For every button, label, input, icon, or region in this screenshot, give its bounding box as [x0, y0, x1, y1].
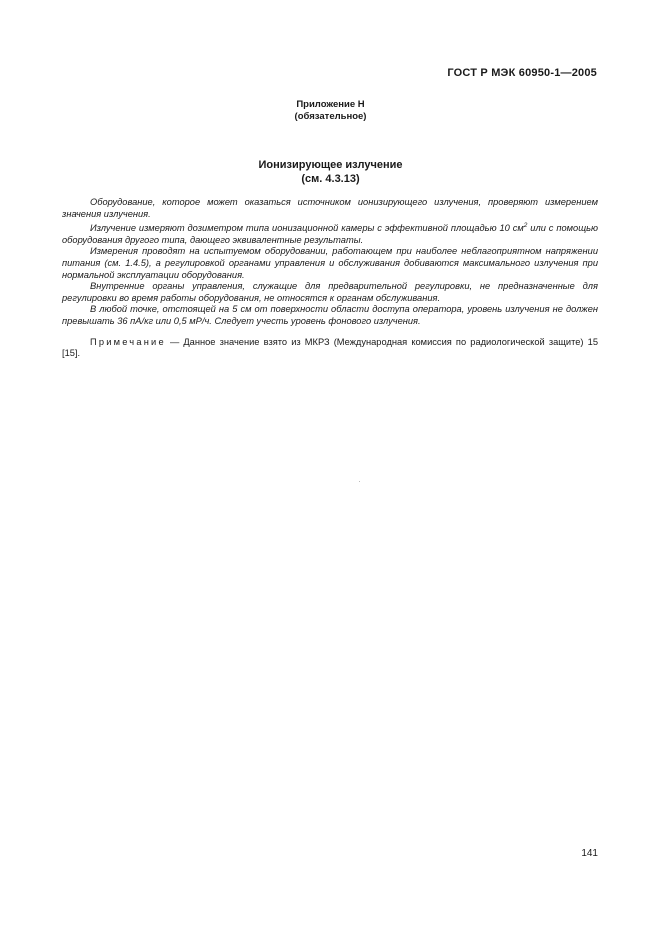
page-number: 141: [581, 848, 598, 859]
note: [62, 337, 598, 360]
document-code: ГОСТ Р МЭК 60950-1—2005: [447, 67, 597, 79]
paragraph-2-start: Излучение измеряют дозиметром типа ионизационной камеры с эффективной площадью 10 см: [90, 223, 524, 234]
paragraph-5: В любой точке, отстоящей на 5 см от поверхности области доступа оператора, уровень излучения не должен превышать 36 пА/кг или 0,5 мР/ч. Следует учесть уровень фонового излучения.: [62, 304, 598, 327]
section-reference: (см. 4.3.13): [301, 173, 360, 185]
note-text: — Данное значение взято из МКРЗ (Международная комиссия по радиологической защите) 15 [15].: [62, 336, 598, 359]
paragraph-2: [62, 220, 598, 246]
paragraph-2-end: или с помощью оборудования другого типа, дающего эквивалентные результаты.: [62, 223, 598, 245]
note-label: Примечание: [90, 336, 166, 347]
body-text: [62, 197, 598, 360]
annex-title: Приложение Н: [296, 99, 365, 110]
annex-status: (обязательное): [294, 111, 367, 122]
paragraph-4: Внутренние органы управления, служащие для предварительной регулировки, не предназначенные для регулировки во время работы оборудования, не относятся к органам обслуживания.: [62, 281, 598, 303]
section-title: Ионизирующее излучение: [258, 159, 403, 171]
section-heading: [0, 158, 661, 186]
scan-speck: [359, 481, 360, 482]
annex-heading: [0, 99, 661, 123]
paragraph-1: Оборудование, которое может оказаться источником ионизирующего излучения, проверяют измерением значения излучения.: [62, 197, 598, 219]
paragraph-3: Измерения проводят на испытуемом оборудовании, работающем при наиболее неблагоприятном напряжении питания (см. 1.4.5), а регулировкой органами управления и обслуживания добиваются максимального излучения при нормальной эксплуатации оборудования.: [62, 246, 598, 280]
superscript-2: 2: [523, 222, 528, 230]
